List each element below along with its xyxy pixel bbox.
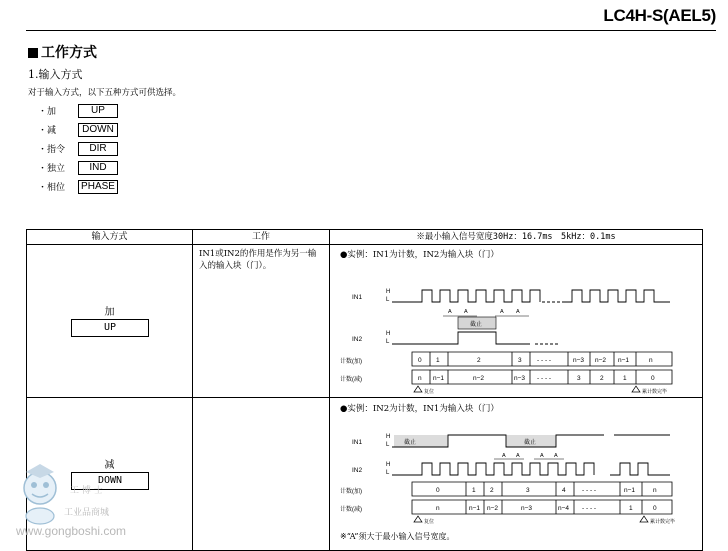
count-add-label: 计数(加): [340, 489, 362, 495]
count-sub-value: 1: [629, 505, 633, 512]
count-add-value: n−1: [624, 487, 636, 494]
a-label: A: [448, 309, 452, 315]
count-sub-value: n: [436, 505, 440, 512]
a-label: A: [502, 453, 506, 459]
section-title: [28, 42, 97, 62]
example-caption: ●实例：IN2为计数，IN1为输入块（门）: [340, 404, 499, 414]
count-sub-value: n−3: [521, 505, 533, 512]
count-sub-value: 0: [653, 505, 657, 512]
header-rule: [26, 30, 716, 31]
dashes: - - - -: [582, 487, 597, 494]
in2-pulse-waveform: [392, 463, 670, 475]
in1-waveform-tail: [562, 290, 670, 302]
count-sub-value: n−3: [514, 375, 526, 382]
count-add-value: n: [653, 487, 657, 494]
table-header-row: [27, 230, 703, 245]
mode-name: 加: [104, 307, 115, 318]
header-mode: 输入方式: [27, 230, 193, 245]
count-add-value: 0: [418, 357, 422, 364]
count-add-value: 0: [436, 487, 440, 494]
count-sub-value: 2: [600, 375, 604, 382]
mode-code-box: UP: [71, 319, 149, 337]
in2-label: IN2: [352, 336, 363, 343]
carry-label: 累计数完毕: [642, 389, 668, 395]
subsection-title: 1.输入方式: [28, 68, 83, 81]
mode-cell-up: [27, 245, 193, 398]
block-label: 截止: [470, 322, 483, 328]
h-label: H: [386, 462, 391, 468]
a-label: A: [516, 309, 520, 315]
timing-diagram-down: [330, 398, 703, 550]
mode-code-box: DOWN: [71, 472, 149, 490]
mode-code-box: DOWN: [78, 123, 118, 137]
count-sub-value: n−2: [473, 375, 485, 382]
table-row: [27, 245, 703, 398]
a-label: A: [554, 453, 558, 459]
mode-label: ・独立: [38, 164, 66, 174]
a-label: A: [540, 453, 544, 459]
h-label: H: [386, 289, 391, 295]
triangle-marker-icon: [414, 386, 640, 392]
count-add-value: 1: [472, 487, 476, 494]
mode-code-box: IND: [78, 161, 118, 175]
operation-cell: IN1或IN2的作用是作为另一输入的输入块（门）。: [193, 245, 330, 398]
count-add-value: n−3: [573, 357, 585, 364]
h-label: H: [386, 434, 391, 440]
count-add-value: 3: [526, 487, 530, 494]
l-label: L: [386, 470, 390, 476]
triangle-marker-icon: [414, 516, 648, 522]
model-title: LC4H-S(AEL5): [603, 6, 716, 25]
in1-label: IN1: [352, 439, 363, 446]
dashes: - - - -: [582, 505, 597, 512]
header-signal-width: ※最小输入信号宽度30Hz：16.7ms 5kHz：0.1ms: [330, 230, 703, 245]
mode-label: ・指令: [38, 145, 66, 155]
mode-code-box: PHASE: [78, 180, 118, 194]
table-row: [27, 398, 703, 551]
count-add-value: 4: [562, 487, 566, 494]
mode-list: [38, 101, 118, 196]
count-sub-value: 0: [651, 375, 655, 382]
watermark-shop: 工业品商城: [64, 507, 110, 517]
count-add-value: n−2: [595, 357, 607, 364]
mode-item: [38, 158, 118, 177]
l-label: L: [386, 442, 390, 448]
mode-item: [38, 177, 118, 196]
count-add-value: n−1: [618, 357, 630, 364]
count-add-value: 3: [518, 357, 522, 364]
carry-label: 累计数完毕: [650, 519, 676, 525]
count-sub-label: 计数(减): [340, 377, 362, 383]
count-add-value: 2: [477, 357, 481, 364]
mode-name: 减: [104, 460, 115, 471]
reset-label: 复位: [424, 519, 435, 525]
a-label: A: [516, 453, 520, 459]
mode-label: ・相位: [38, 183, 66, 193]
count-add-value: 1: [436, 357, 440, 364]
count-sub-label: 计数(减): [340, 507, 362, 513]
diagram-cell-up: [330, 245, 703, 398]
reset-label: 复位: [424, 389, 435, 395]
intro-text: 对于输入方式，以下五种方式可供选择。: [28, 88, 182, 98]
block-label: 截止: [404, 440, 417, 446]
count-add-value: n: [649, 357, 653, 364]
count-sub-value: n−1: [433, 375, 445, 382]
mode-code-box: DIR: [78, 142, 118, 156]
operation-cell: [193, 398, 330, 551]
count-sub-value: 1: [623, 375, 627, 382]
count-sub-row: [412, 500, 672, 514]
in2-label: IN2: [352, 467, 363, 474]
count-sub-value: n−2: [487, 505, 499, 512]
mode-item: [38, 139, 118, 158]
mode-label: ・减: [38, 126, 57, 136]
timing-diagram-up: [330, 245, 703, 397]
mascot-logo-icon: [10, 458, 70, 528]
count-sub-value: n: [418, 375, 422, 382]
block-region: [394, 435, 448, 447]
watermark-url: www.gongboshi.com: [16, 524, 127, 538]
dashes: - - - -: [537, 375, 552, 382]
dashes: - - - -: [537, 357, 552, 364]
block-label: 截止: [524, 440, 537, 446]
mode-item: [38, 120, 118, 139]
l-label: L: [386, 297, 390, 303]
mode-code-box: UP: [78, 104, 118, 118]
square-bullet-icon: [28, 48, 38, 58]
diagram-cell-down: [330, 398, 703, 551]
in1-label: IN1: [352, 294, 363, 301]
count-add-label: 计数(加): [340, 359, 362, 365]
header-operation: 工作: [193, 230, 330, 245]
input-mode-table: [26, 229, 703, 551]
example-caption: ●实例：IN1为计数，IN2为输入块（门）: [340, 250, 499, 260]
l-label: L: [386, 339, 390, 345]
count-add-value: 2: [490, 487, 494, 494]
mode-label: ・加: [38, 107, 57, 117]
in2-waveform: [392, 332, 530, 344]
mode-item: [38, 101, 118, 120]
watermark-brand: 工 博 士: [70, 486, 103, 496]
count-sub-value: n−1: [469, 505, 481, 512]
a-label: A: [500, 309, 504, 315]
h-label: H: [386, 331, 391, 337]
count-sub-value: 3: [577, 375, 581, 382]
section-title-text: 工作方式: [41, 45, 97, 61]
note-text: ※“A”须大于最小输入信号宽度。: [340, 532, 455, 541]
in1-waveform: [392, 290, 540, 302]
count-sub-value: n−4: [558, 505, 570, 512]
a-label: A: [464, 309, 468, 315]
